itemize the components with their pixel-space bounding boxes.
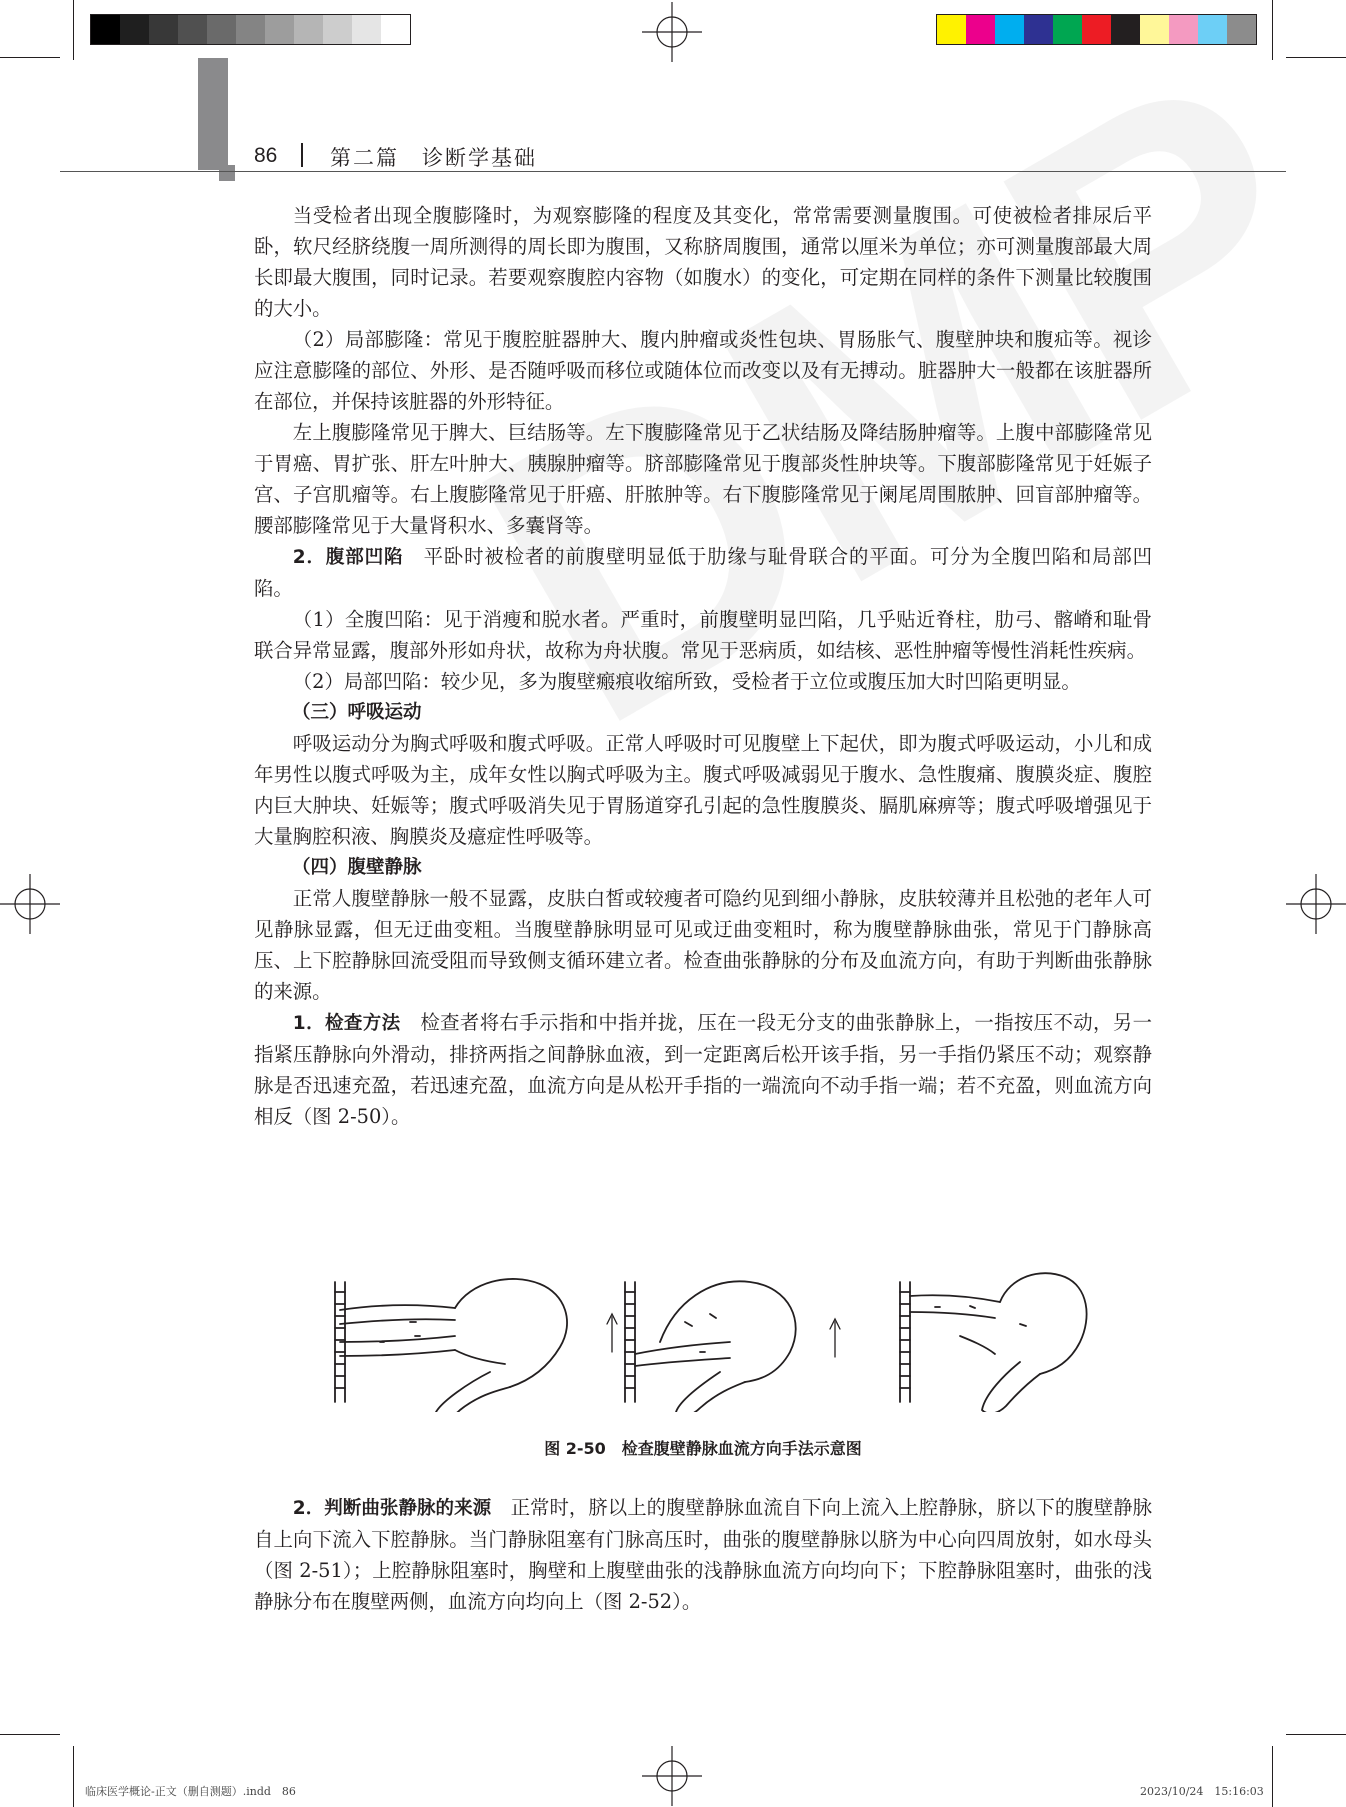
crop-mark-tr-v — [1272, 0, 1273, 60]
registration-mark-right — [1286, 874, 1346, 934]
section-heading: （三）呼吸运动 — [292, 702, 422, 723]
paragraph: （2）局部凹陷：较少见，多为腹壁瘢痕收缩所致，受检者于立位或腹压加大时凹陷更明显。 — [292, 670, 1081, 693]
header-separator — [301, 143, 303, 167]
gray-swatch — [294, 15, 323, 44]
crop-mark-tl-v — [73, 0, 74, 60]
registration-mark-bottom — [642, 1746, 702, 1806]
color-swatch — [1227, 15, 1256, 44]
crop-mark-br-h — [1286, 1734, 1346, 1735]
paragraph: 当受检者出现全腹膨隆时，为观察膨隆的程度及其变化，常常需要测量腹围。可使被检者排尿后平卧，软尺经脐绕腹一周所测得的周长即为腹围，又称脐周腹围，通常以厘米为单位；亦可测量腹部最大周长即最大腹围，同时记录。若要观察腹腔内容物（如腹水）的变化，可定期在同样的条件下测量比较腹围的大小。 — [254, 204, 1152, 320]
color-swatch — [966, 15, 995, 44]
hand-technique-illustration — [320, 1262, 1090, 1412]
page-number: 86 — [254, 144, 278, 167]
color-swatch — [1111, 15, 1140, 44]
gray-swatch — [352, 15, 381, 44]
subsection-heading: 1．检查方法 — [292, 1013, 401, 1034]
paragraph: 正常人腹壁静脉一般不显露，皮肤白皙或较瘦者可隐约见到细小静脉，皮肤较薄并且松弛的老年人可见静脉显露，但无迂曲变粗。当腹壁静脉明显可见或迂曲变粗时，称为腹壁静脉曲张，常见于门静脉高压、上下腔静脉回流受阻而导致侧支循环建立者。检查曲张静脉的分布及血流方向，有助于判断曲张静脉的来源。 — [254, 887, 1152, 1003]
gray-swatch — [120, 15, 149, 44]
chapter-side-tab — [198, 58, 228, 170]
paragraph-body: 正常时，脐以上的腹壁静脉血流自下向上流入上腔静脉，脐以下的腹壁静脉自上向下流入下腔静脉。当门静脉阻塞有门脉高压时，曲张的腹壁静脉以脐为中心向四周放射，如水母头（图 2-51）；上腔静脉阻塞时，胸壁和上腹壁曲张的浅静脉血流方向均向下；下腔静脉阻塞时，曲张的浅静脉分布在腹壁两侧，血流方向均向上（图 2-52）。 — [254, 1496, 1153, 1613]
gray-swatch — [265, 15, 294, 44]
gray-swatch — [236, 15, 265, 44]
hand-drawing-2 — [607, 1281, 796, 1412]
paragraph: 左上腹膨隆常见于脾大、巨结肠等。左下腹膨隆常见于乙状结肠及降结肠肿瘤等。上腹中部膨隆常见于胃癌、胃扩张、肝左叶肿大、胰腺肿瘤等。脐部膨隆常见于腹部炎性肿块等。下腹部膨隆常见于妊娠子宫、子宫肌瘤等。右上腹膨隆常见于肝癌、肝脓肿等。右下腹膨隆常见于阑尾周围脓肿、回盲部肿瘤等。腰部膨隆常见于大量肾积水、多囊肾等。 — [254, 421, 1152, 537]
color-calibration-bar — [936, 14, 1257, 45]
header-rule — [60, 171, 1286, 172]
registration-mark-top — [642, 2, 702, 62]
subsection-heading: 2．腹部凹陷 — [292, 547, 404, 568]
paragraph — [254, 1492, 1152, 1617]
figure-caption: 图 2-50 检查腹壁静脉血流方向手法示意图 — [544, 1439, 862, 1458]
paragraph — [254, 1007, 1152, 1132]
gray-swatch — [207, 15, 236, 44]
paragraph-body: 检查者将右手示指和中指并拢，压在一段无分支的曲张静脉上，一指按压不动，另一指紧压静脉向外滑动，排挤两指之间静脉血液，到一定距离后松开该手指，另一手指仍紧压不动；观察静脉是否迅速充盈，若迅速充盈，血流方向是从松开手指的一端流向不动手指一端；若不充盈，则血流方向相反（图 2-50）。 — [254, 1011, 1153, 1128]
gray-swatch — [91, 15, 120, 44]
paragraph-body: 平卧时被检者的前腹壁明显低于肋缘与耻骨联合的平面。可分为全腹凹陷和局部凹陷。 — [254, 545, 1153, 600]
crop-mark-bl-v — [73, 1746, 74, 1807]
footer-filename: 临床医学概论-正文（删自测题）.indd 86 — [85, 1785, 296, 1798]
color-swatch — [1082, 15, 1111, 44]
crop-mark-tl-h — [0, 57, 60, 58]
gray-swatch — [323, 15, 352, 44]
body-text-upper — [254, 200, 1152, 1132]
hand-drawing-3 — [830, 1273, 1087, 1412]
paragraph — [254, 541, 1152, 604]
hand-drawing-1 — [335, 1279, 567, 1412]
body-text-lower — [254, 1492, 1152, 1617]
section-heading: （四）腹壁静脉 — [292, 857, 422, 878]
grayscale-calibration-bar — [90, 14, 411, 45]
gray-swatch — [149, 15, 178, 44]
gray-swatch — [381, 15, 410, 44]
paragraph: （2）局部膨隆：常见于腹腔脏器肿大、腹内肿瘤或炎性包块、胃肠胀气、腹壁肿块和腹疝等。视诊应注意膨隆的部位、外形、是否随呼吸而移位或随体位而改变以及有无搏动。脏器肿大一般都在该脏器所在部位，并保持该脏器的外形特征。 — [254, 328, 1152, 413]
crop-mark-bl-h — [0, 1734, 60, 1735]
subsection-heading: 2．判断曲张静脉的来源 — [292, 1498, 492, 1519]
footer-timestamp: 2023/10/24 15:16:03 — [1140, 1785, 1264, 1798]
color-swatch — [1198, 15, 1227, 44]
gray-swatch — [178, 15, 207, 44]
color-swatch — [1169, 15, 1198, 44]
paragraph: 呼吸运动分为胸式呼吸和腹式呼吸。正常人呼吸时可见腹壁上下起伏，即为腹式呼吸运动，小儿和成年男性以腹式呼吸为主，成年女性以胸式呼吸为主。腹式呼吸减弱见于腹水、急性腹痛、腹膜炎症、腹腔内巨大肿块、妊娠等；腹式呼吸消失见于胃肠道穿孔引起的急性腹膜炎、膈肌麻痹等；腹式呼吸增强见于大量胸腔积液、胸膜炎及癔症性呼吸等。 — [254, 732, 1152, 848]
chapter-side-tab-marker — [219, 165, 235, 181]
part-title: 第二篇 诊断学基础 — [330, 146, 537, 170]
paragraph: （1）全腹凹陷：见于消瘦和脱水者。严重时，前腹壁明显凹陷，几乎贴近脊柱，肋弓、髂嵴和耻骨联合异常显露，腹部外形如舟状，故称为舟状腹。常见于恶病质，如结核、恶性肿瘤等慢性消耗性疾病。 — [254, 608, 1152, 662]
color-swatch — [1053, 15, 1082, 44]
crop-mark-tr-h — [1286, 57, 1346, 58]
registration-mark-left — [0, 874, 60, 934]
crop-mark-br-v — [1272, 1746, 1273, 1807]
color-swatch — [1140, 15, 1169, 44]
color-swatch — [995, 15, 1024, 44]
color-swatch — [937, 15, 966, 44]
color-swatch — [1024, 15, 1053, 44]
